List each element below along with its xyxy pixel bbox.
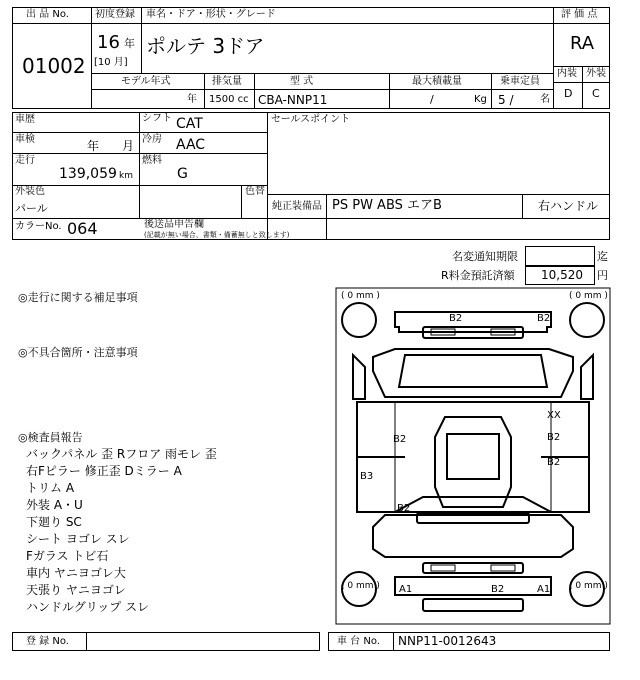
inspector-report-line: 天張り ヤニヨゴレ bbox=[26, 583, 126, 597]
equipment: PS PW ABS エアB bbox=[332, 198, 442, 213]
capacity-label: 乗車定員 bbox=[500, 76, 540, 87]
capacity: 5 / bbox=[498, 93, 514, 107]
inspector-report-line: 車内 ヤニヨゴレ大 bbox=[26, 566, 126, 580]
color-change-label: 色替 bbox=[245, 186, 265, 197]
mark-front-center: B2 bbox=[491, 584, 505, 595]
mark-right-top: XX bbox=[547, 410, 561, 421]
aircon: AAC bbox=[176, 137, 206, 153]
recycle-unit: 円 bbox=[597, 269, 608, 282]
shift: CAT bbox=[176, 116, 203, 132]
inspector-report-line: 外装 A・U bbox=[26, 498, 83, 512]
mark-right-lower: B2 bbox=[547, 457, 561, 468]
tire-label-rr: ( 0 mm ) bbox=[569, 291, 608, 301]
recycle-label: R料金預託済額 bbox=[441, 269, 515, 282]
mark-front-right: A1 bbox=[537, 584, 551, 595]
car-diagram bbox=[335, 287, 611, 625]
defects-label: ◎不具合箇所・注意事項 bbox=[18, 346, 138, 359]
aircon-label: 冷房 bbox=[142, 134, 162, 145]
docs-label: 後送品申告欄 bbox=[144, 219, 204, 230]
first-reg-label: 初度登録 bbox=[95, 9, 135, 20]
inspector-report-line: トリム A bbox=[26, 481, 75, 495]
exterior-color: パール bbox=[15, 202, 48, 215]
tire-label-rl: ( 0 mm ) bbox=[341, 291, 380, 301]
mark-left-front: B2 bbox=[397, 503, 411, 514]
name-change-unit: 迄 bbox=[597, 250, 608, 263]
recycle-amount: 10,520 bbox=[541, 268, 583, 282]
mileage-unit: km bbox=[119, 171, 133, 181]
max-load-unit: Kg bbox=[474, 94, 487, 105]
fuel: G bbox=[177, 166, 188, 182]
handle: 右ハンドル bbox=[538, 199, 599, 213]
type-label: 型 式 bbox=[290, 76, 314, 87]
lot-no: 01002 bbox=[22, 54, 86, 78]
displacement: 1500 cc bbox=[209, 94, 249, 105]
fuel-label: 燃料 bbox=[142, 155, 162, 166]
year-unit: 年 bbox=[124, 37, 135, 50]
inspector-report-line: シート ヨゴレ スレ bbox=[26, 532, 130, 546]
car-name-label: 車名・ドア・形状・グレード bbox=[146, 9, 276, 20]
color-no-label: カラーNo. bbox=[15, 221, 62, 232]
chassis-label: 車 台 No. bbox=[337, 636, 380, 647]
inspector-report-line: Fガラス トビ石 bbox=[26, 549, 109, 563]
driving-notes-label: ◎走行に関する補足事項 bbox=[18, 291, 138, 304]
exterior-grade: C bbox=[592, 87, 600, 100]
model-year-unit: 年 bbox=[187, 94, 197, 105]
max-load-slash: / bbox=[430, 93, 434, 106]
sales-point-label: セールスポイント bbox=[271, 114, 351, 125]
mark-left-rear: B2 bbox=[393, 434, 407, 445]
equipment-label: 純正装備品 bbox=[272, 201, 322, 212]
inspection-year: 年 bbox=[87, 139, 100, 153]
max-load-label: 最大積載量 bbox=[412, 76, 462, 87]
first-reg-year: 16 bbox=[97, 32, 120, 53]
exterior-color-label: 外装色 bbox=[15, 186, 45, 197]
inspector-label: ◎検査員報告 bbox=[18, 431, 83, 444]
score: RA bbox=[570, 33, 595, 54]
capacity-unit: 名 bbox=[540, 94, 550, 105]
first-reg-month: [10 月] bbox=[94, 57, 128, 68]
mark-left-door: B3 bbox=[360, 471, 374, 482]
mark-right-upper: B2 bbox=[547, 432, 561, 443]
exterior-label: 外装 bbox=[586, 68, 606, 79]
inspector-report-line: バックパネル 歪 Rフロア 雨モレ 歪 bbox=[26, 447, 217, 461]
lot-no-label: 出 品 No. bbox=[26, 9, 69, 20]
mileage: 139,059 bbox=[59, 166, 117, 182]
interior-grade: D bbox=[564, 87, 573, 100]
inspector-report-line: ハンドルグリップ スレ bbox=[26, 600, 150, 614]
inspection-month: 月 bbox=[122, 139, 135, 153]
reg-no-label: 登 録 No. bbox=[26, 636, 69, 647]
mark-front-left: A1 bbox=[399, 584, 413, 595]
inspector-report-line: 下廻り SC bbox=[26, 515, 82, 529]
name-change-box bbox=[525, 246, 595, 266]
displacement-label: 排気量 bbox=[212, 76, 242, 87]
car-name: ポルテ 3ドア bbox=[146, 34, 265, 58]
color-no: 064 bbox=[67, 219, 98, 238]
mark-rear-bumper-right: B2 bbox=[537, 313, 551, 324]
tire-label-fl: ( 0 mm ) bbox=[341, 581, 380, 591]
chassis-no: NNP11-0012643 bbox=[398, 634, 497, 648]
inspector-report-line: 右Fピラー 修正歪 Dミラー A bbox=[26, 464, 182, 478]
tire-label-fr: ( 0 mm ) bbox=[569, 581, 608, 591]
mileage-label: 走行 bbox=[15, 155, 35, 166]
type: CBA-NNP11 bbox=[258, 93, 328, 107]
mark-rear-bumper-left: B2 bbox=[449, 313, 463, 324]
shift-label: シフト bbox=[142, 113, 172, 124]
inspection-label: 車検 bbox=[15, 134, 35, 145]
docs-note: (記載が無い場合、書類・備蓄無しと致します) bbox=[144, 231, 290, 239]
history-label: 車歴 bbox=[15, 114, 35, 125]
score-label: 評 価 点 bbox=[561, 9, 598, 20]
name-change-label: 名変通知期限 bbox=[452, 250, 518, 263]
interior-label: 内装 bbox=[557, 68, 577, 79]
model-year-label: モデル年式 bbox=[121, 76, 171, 87]
